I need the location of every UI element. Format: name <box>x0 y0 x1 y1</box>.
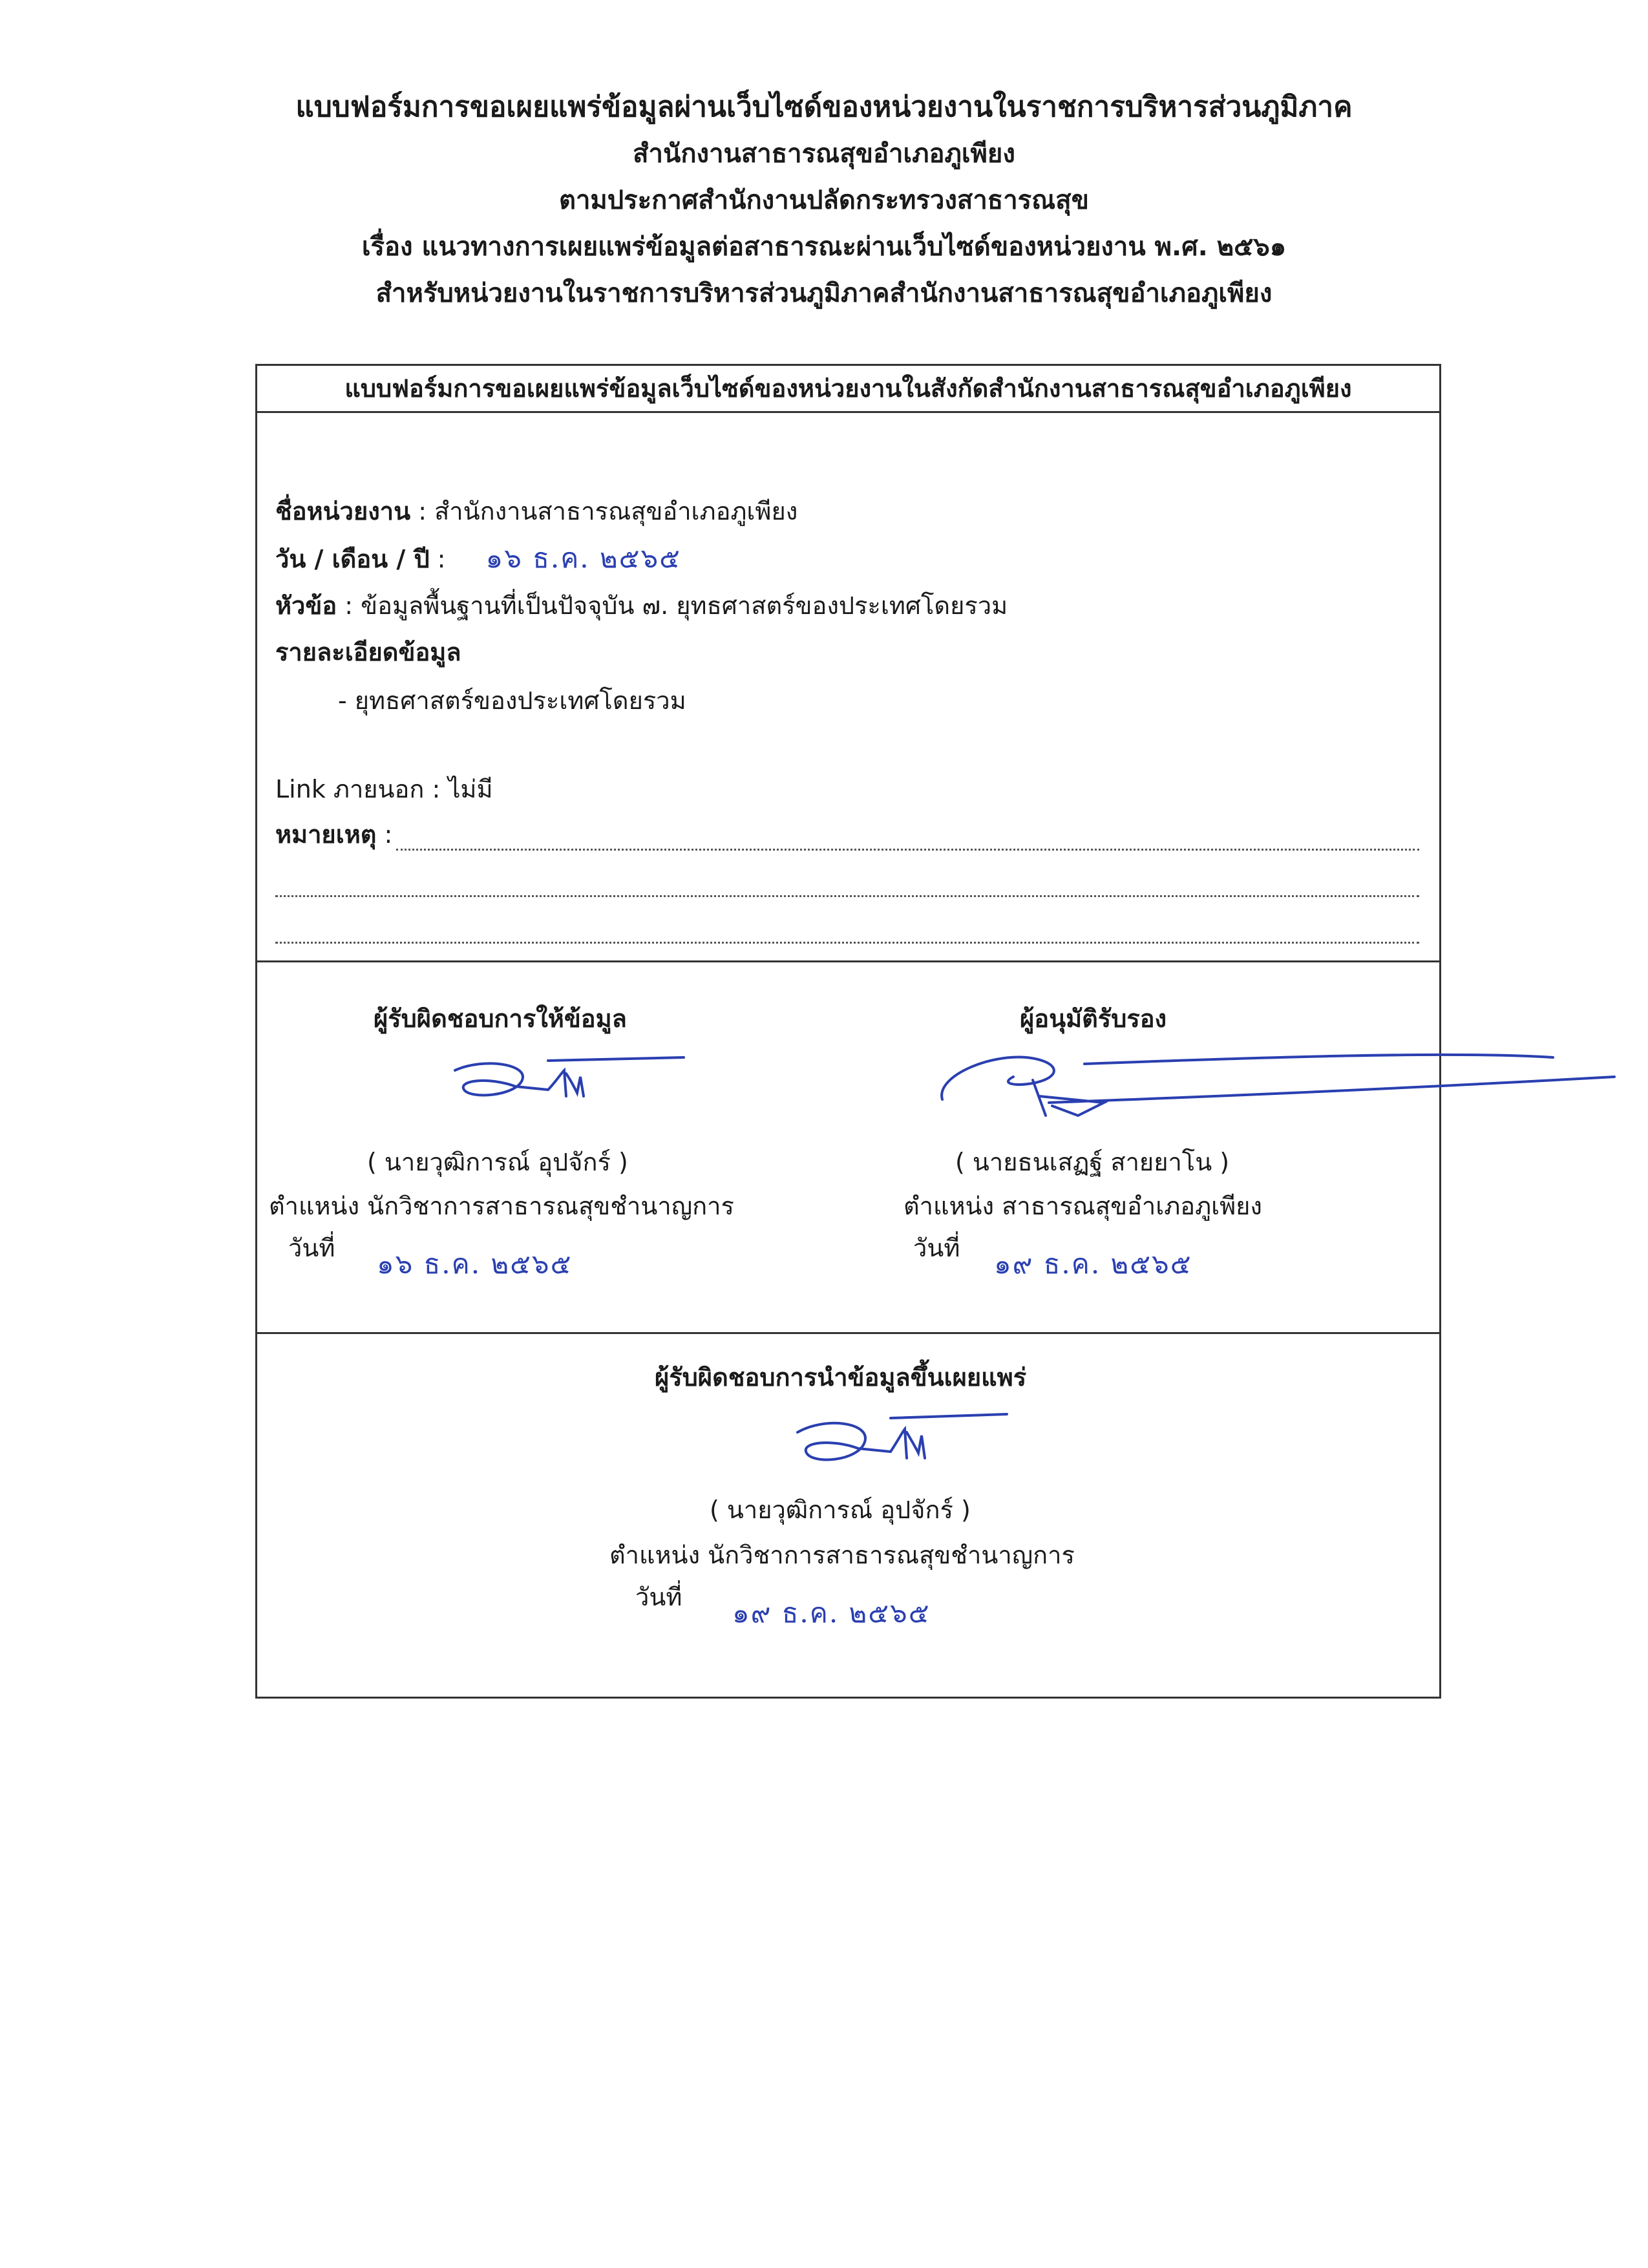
header-office: สำนักงานสาธารณสุขอำเภอภูเพียง <box>633 139 1015 169</box>
publisher-name: ( นายวุฒิการณ์ อุปจักร์ ) <box>710 1496 971 1524</box>
header-subject: เรื่อง แนวทางการเผยแพร่ข้อมูลต่อสาธารณะผ่านเว็บไซด์ของหน่วยงาน พ.ศ. ๒๕๖๑ <box>361 232 1287 262</box>
provider-position: ตำแหน่ง นักวิชาการสาธารณสุขชำนาญการ <box>269 1192 734 1220</box>
date-label: วัน / เดือน / ปี <box>275 545 430 573</box>
remarks-line-3 <box>275 942 1419 944</box>
publisher-position: ตำแหน่ง นักวิชาการสาธารณสุขชำนาญการ <box>609 1541 1075 1569</box>
topic-row <box>275 589 1008 622</box>
header-announcement: ตามประกาศสำนักงานปลัดกระทรวงสาธารณสุข <box>558 185 1090 215</box>
publisher-section <box>257 1332 1439 1701</box>
details-item: - ยุทธศาสตร์ของประเทศโดยรวม <box>338 686 686 715</box>
provider-date-value: ๑๖ ธ.ค. ๒๕๖๕ <box>377 1248 573 1280</box>
date-sep: : <box>429 545 454 573</box>
remarks-row <box>275 818 392 851</box>
link-label: Link ภายนอก <box>275 775 425 803</box>
remarks-line-1 <box>396 849 1419 851</box>
approver-signature <box>936 1038 1647 1135</box>
approver-name: ( นายธนเสฏฐ์ สายยาโน ) <box>955 1148 1230 1176</box>
topic-label: หัวข้อ <box>275 591 337 620</box>
approver-position: ตำแหน่ง สาธารณสุขอำเภอภูเพียง <box>903 1192 1262 1220</box>
provider-signature <box>451 1051 684 1122</box>
date-value: ๑๖ ธ.ค. ๒๕๖๕ <box>485 542 681 574</box>
agency-label: ชื่อหน่วยงาน <box>275 497 411 525</box>
provider-role: ผู้รับผิดชอบการให้ข้อมูล <box>374 1004 627 1033</box>
approver-date-label: วันที่ <box>913 1234 960 1262</box>
header-title: แบบฟอร์มการขอเผยแพร่ข้อมูลผ่านเว็บไซด์ของหน่วยงานในราชการบริหารส่วนภูมิภาค <box>295 90 1353 123</box>
details-label: รายละเอียดข้อมูล <box>275 638 461 666</box>
signature-section <box>257 960 1439 1332</box>
link-row <box>275 773 493 805</box>
agency-value: : สำนักงานสาธารณสุขอำเภอภูเพียง <box>410 497 798 525</box>
publisher-role: ผู้รับผิดชอบการนำข้อมูลขึ้นเผยแพร่ <box>655 1363 1027 1392</box>
agency-row <box>275 495 798 527</box>
remarks-line-2 <box>275 895 1419 897</box>
remarks-sep: : <box>376 820 393 849</box>
publisher-signature <box>794 1406 1026 1484</box>
provider-date-label: วันที่ <box>288 1234 335 1262</box>
details-row <box>275 636 461 668</box>
date-row <box>275 542 681 575</box>
request-form <box>255 364 1441 1699</box>
form-title: แบบฟอร์มการขอเผยแพร่ข้อมูลเว็บไซด์ของหน่วยงานในสังกัดสำนักงานสาธารณสุขอำเภอภูเพียง <box>257 366 1439 413</box>
publisher-date-label: วันที่ <box>635 1583 682 1611</box>
link-value: : ไม่มี <box>424 775 493 803</box>
approver-role: ผู้อนุมัติรับรอง <box>1020 1004 1167 1033</box>
header-scope: สำหรับหน่วยงานในราชการบริหารส่วนภูมิภาคสำนักงานสาธารณสุขอำเภอภูเพียง <box>375 279 1273 308</box>
topic-value: : ข้อมูลพื้นฐานที่เป็นปัจจุบัน ๗. ยุทธศาสตร์ของประเทศโดยรวม <box>337 591 1008 620</box>
approver-date-value: ๑๙ ธ.ค. ๒๕๖๕ <box>994 1248 1192 1280</box>
publisher-date-value: ๑๙ ธ.ค. ๒๕๖๕ <box>732 1597 931 1629</box>
remarks-label: หมายเหตุ <box>275 820 377 849</box>
provider-name: ( นายวุฒิการณ์ อุปจักร์ ) <box>367 1148 628 1176</box>
document-header <box>0 84 1648 317</box>
